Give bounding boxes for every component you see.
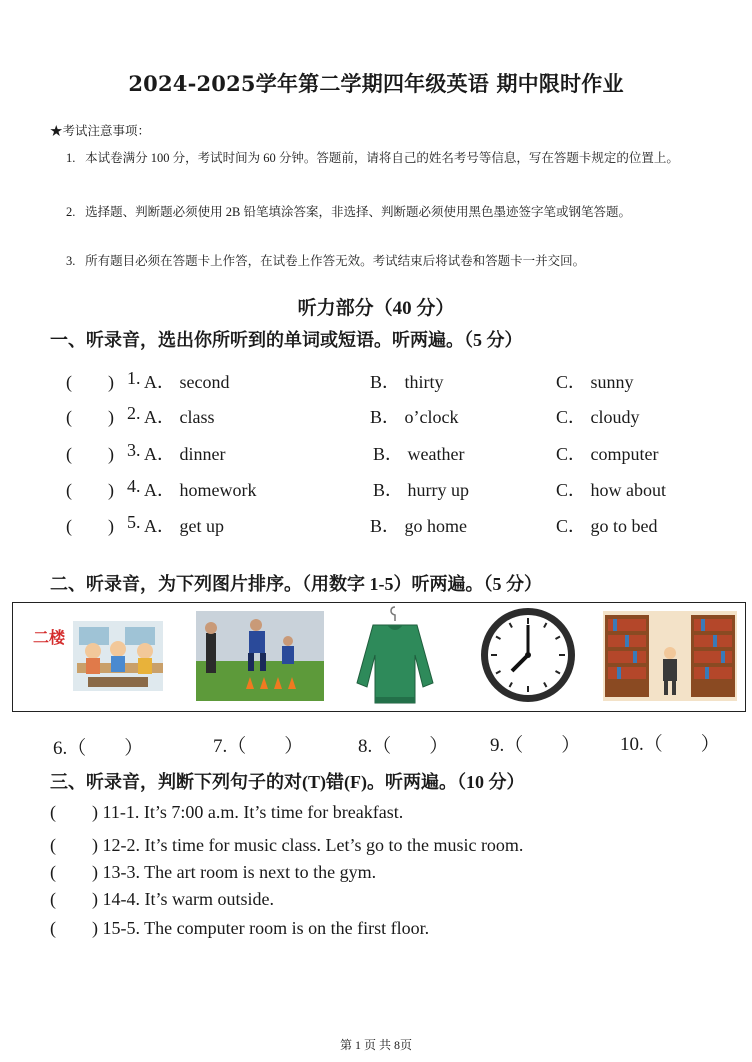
green-sweater-picture — [355, 603, 435, 707]
option-c[interactable]: C． sunny — [556, 372, 634, 392]
true-false-item — [50, 858, 376, 884]
picture-answer-blank[interactable]: 7.（ ） — [213, 736, 304, 757]
answer-paren[interactable]: ( ) — [50, 862, 98, 882]
library-picture — [603, 611, 737, 701]
true-false-item — [50, 885, 274, 911]
section1-title: 一、听录音，选出你所听到的单词或短语。听两遍。（5 分） — [50, 330, 523, 350]
picture-label: 二楼 — [33, 628, 66, 647]
option-a[interactable]: A． get up — [144, 516, 224, 536]
option-a[interactable]: A． dinner — [144, 444, 226, 464]
notice-item — [66, 250, 706, 272]
notice-number: 2. — [66, 205, 76, 219]
picture-answer-blank[interactable]: 9.（ ） — [490, 735, 581, 756]
statement-text: 14-4. It’s warm outside. — [102, 889, 274, 909]
option-b[interactable]: B． weather — [373, 444, 465, 464]
option-b[interactable]: B． go home — [370, 516, 467, 536]
option-b[interactable]: B． thirty — [370, 372, 444, 392]
notice-text: 本试卷满分 100 分，考试时间为 60 分钟。答题前，请将自己的姓名考号等信息，写在答题卡规定的位置上。 — [85, 151, 679, 165]
notice-item — [66, 201, 706, 223]
answer-paren[interactable]: ( ) — [66, 444, 114, 464]
option-b[interactable]: B． hurry up — [373, 480, 469, 500]
option-c[interactable]: C． go to bed — [556, 516, 658, 536]
statement-text: 12-2. It’s time for music class. Let’s go to the music room. — [102, 835, 524, 855]
option-a[interactable]: A． second — [144, 372, 230, 392]
true-false-item — [50, 798, 403, 824]
question-number: 5. — [127, 512, 141, 532]
statement-text: 13-3. The art room is next to the gym. — [102, 862, 377, 882]
answer-paren[interactable]: ( ) — [50, 802, 98, 822]
classroom-picture — [33, 611, 173, 701]
option-c[interactable]: C． cloudy — [556, 407, 640, 427]
option-a[interactable]: A． homework — [144, 480, 257, 500]
answer-paren[interactable]: ( ) — [66, 372, 114, 392]
answer-paren[interactable]: ( ) — [50, 918, 98, 938]
notice-text: 所有题目必须在答题卡上作答，在试卷上作答无效。考试结束后将试卷和答题卡一并交回。 — [85, 254, 586, 268]
question-number: 1. — [127, 368, 141, 388]
listening-part-title: 听力部分（40 分） — [297, 298, 455, 319]
option-b[interactable]: B． o’clock — [370, 407, 459, 427]
statement-text: 11-1. It’s 7:00 a.m. It’s time for breakfast. — [102, 802, 404, 822]
notice-heading: ★考试注意事项： — [50, 124, 151, 138]
clock-picture — [479, 605, 577, 707]
question-number: 2. — [127, 403, 141, 423]
answer-paren[interactable]: ( ) — [50, 889, 98, 909]
picture-answer-blank[interactable]: 8.（ ） — [358, 736, 449, 757]
football-training-picture — [196, 611, 324, 701]
page-footer: 第 1 页 共 8页 — [339, 1038, 412, 1052]
section2-title: 二、听录音，为下列图片排序。（用数字 1-5）听两遍。（5 分） — [50, 574, 542, 594]
notice-item — [66, 147, 706, 169]
option-c[interactable]: C． how about — [556, 480, 666, 500]
answer-paren[interactable]: ( ) — [66, 480, 114, 500]
answer-paren[interactable]: ( ) — [66, 516, 114, 536]
section3-title: 三、听录音，判断下列句子的对(T)错(F)。听两遍。（10 分） — [50, 772, 525, 792]
statement-text: 15-5. The computer room is on the first floor. — [102, 918, 430, 938]
answer-paren[interactable]: ( ) — [66, 407, 114, 427]
answer-paren[interactable]: ( ) — [50, 835, 98, 855]
question-number: 4. — [127, 476, 141, 496]
notice-text: 选择题、判断题必须使用 2B 铅笔填涂答案，非选择、判断题必须使用黑色墨迹签字笔或钢笔答题。 — [85, 205, 631, 219]
true-false-item — [50, 831, 523, 857]
notice-number: 3. — [66, 254, 76, 268]
question-number: 3. — [127, 440, 141, 460]
notice-number: 1. — [66, 151, 76, 165]
option-a[interactable]: A． class — [144, 407, 215, 427]
true-false-item — [50, 914, 429, 940]
picture-answer-blank[interactable]: 6.（ ） — [53, 738, 144, 759]
picture-answer-blank[interactable]: 10.（ ） — [620, 734, 720, 755]
exam-title: 2024-2025学年第二学期四年级英语 期中限时作业 — [128, 71, 624, 96]
option-c[interactable]: C． computer — [556, 444, 659, 464]
picture-strip — [12, 602, 746, 712]
